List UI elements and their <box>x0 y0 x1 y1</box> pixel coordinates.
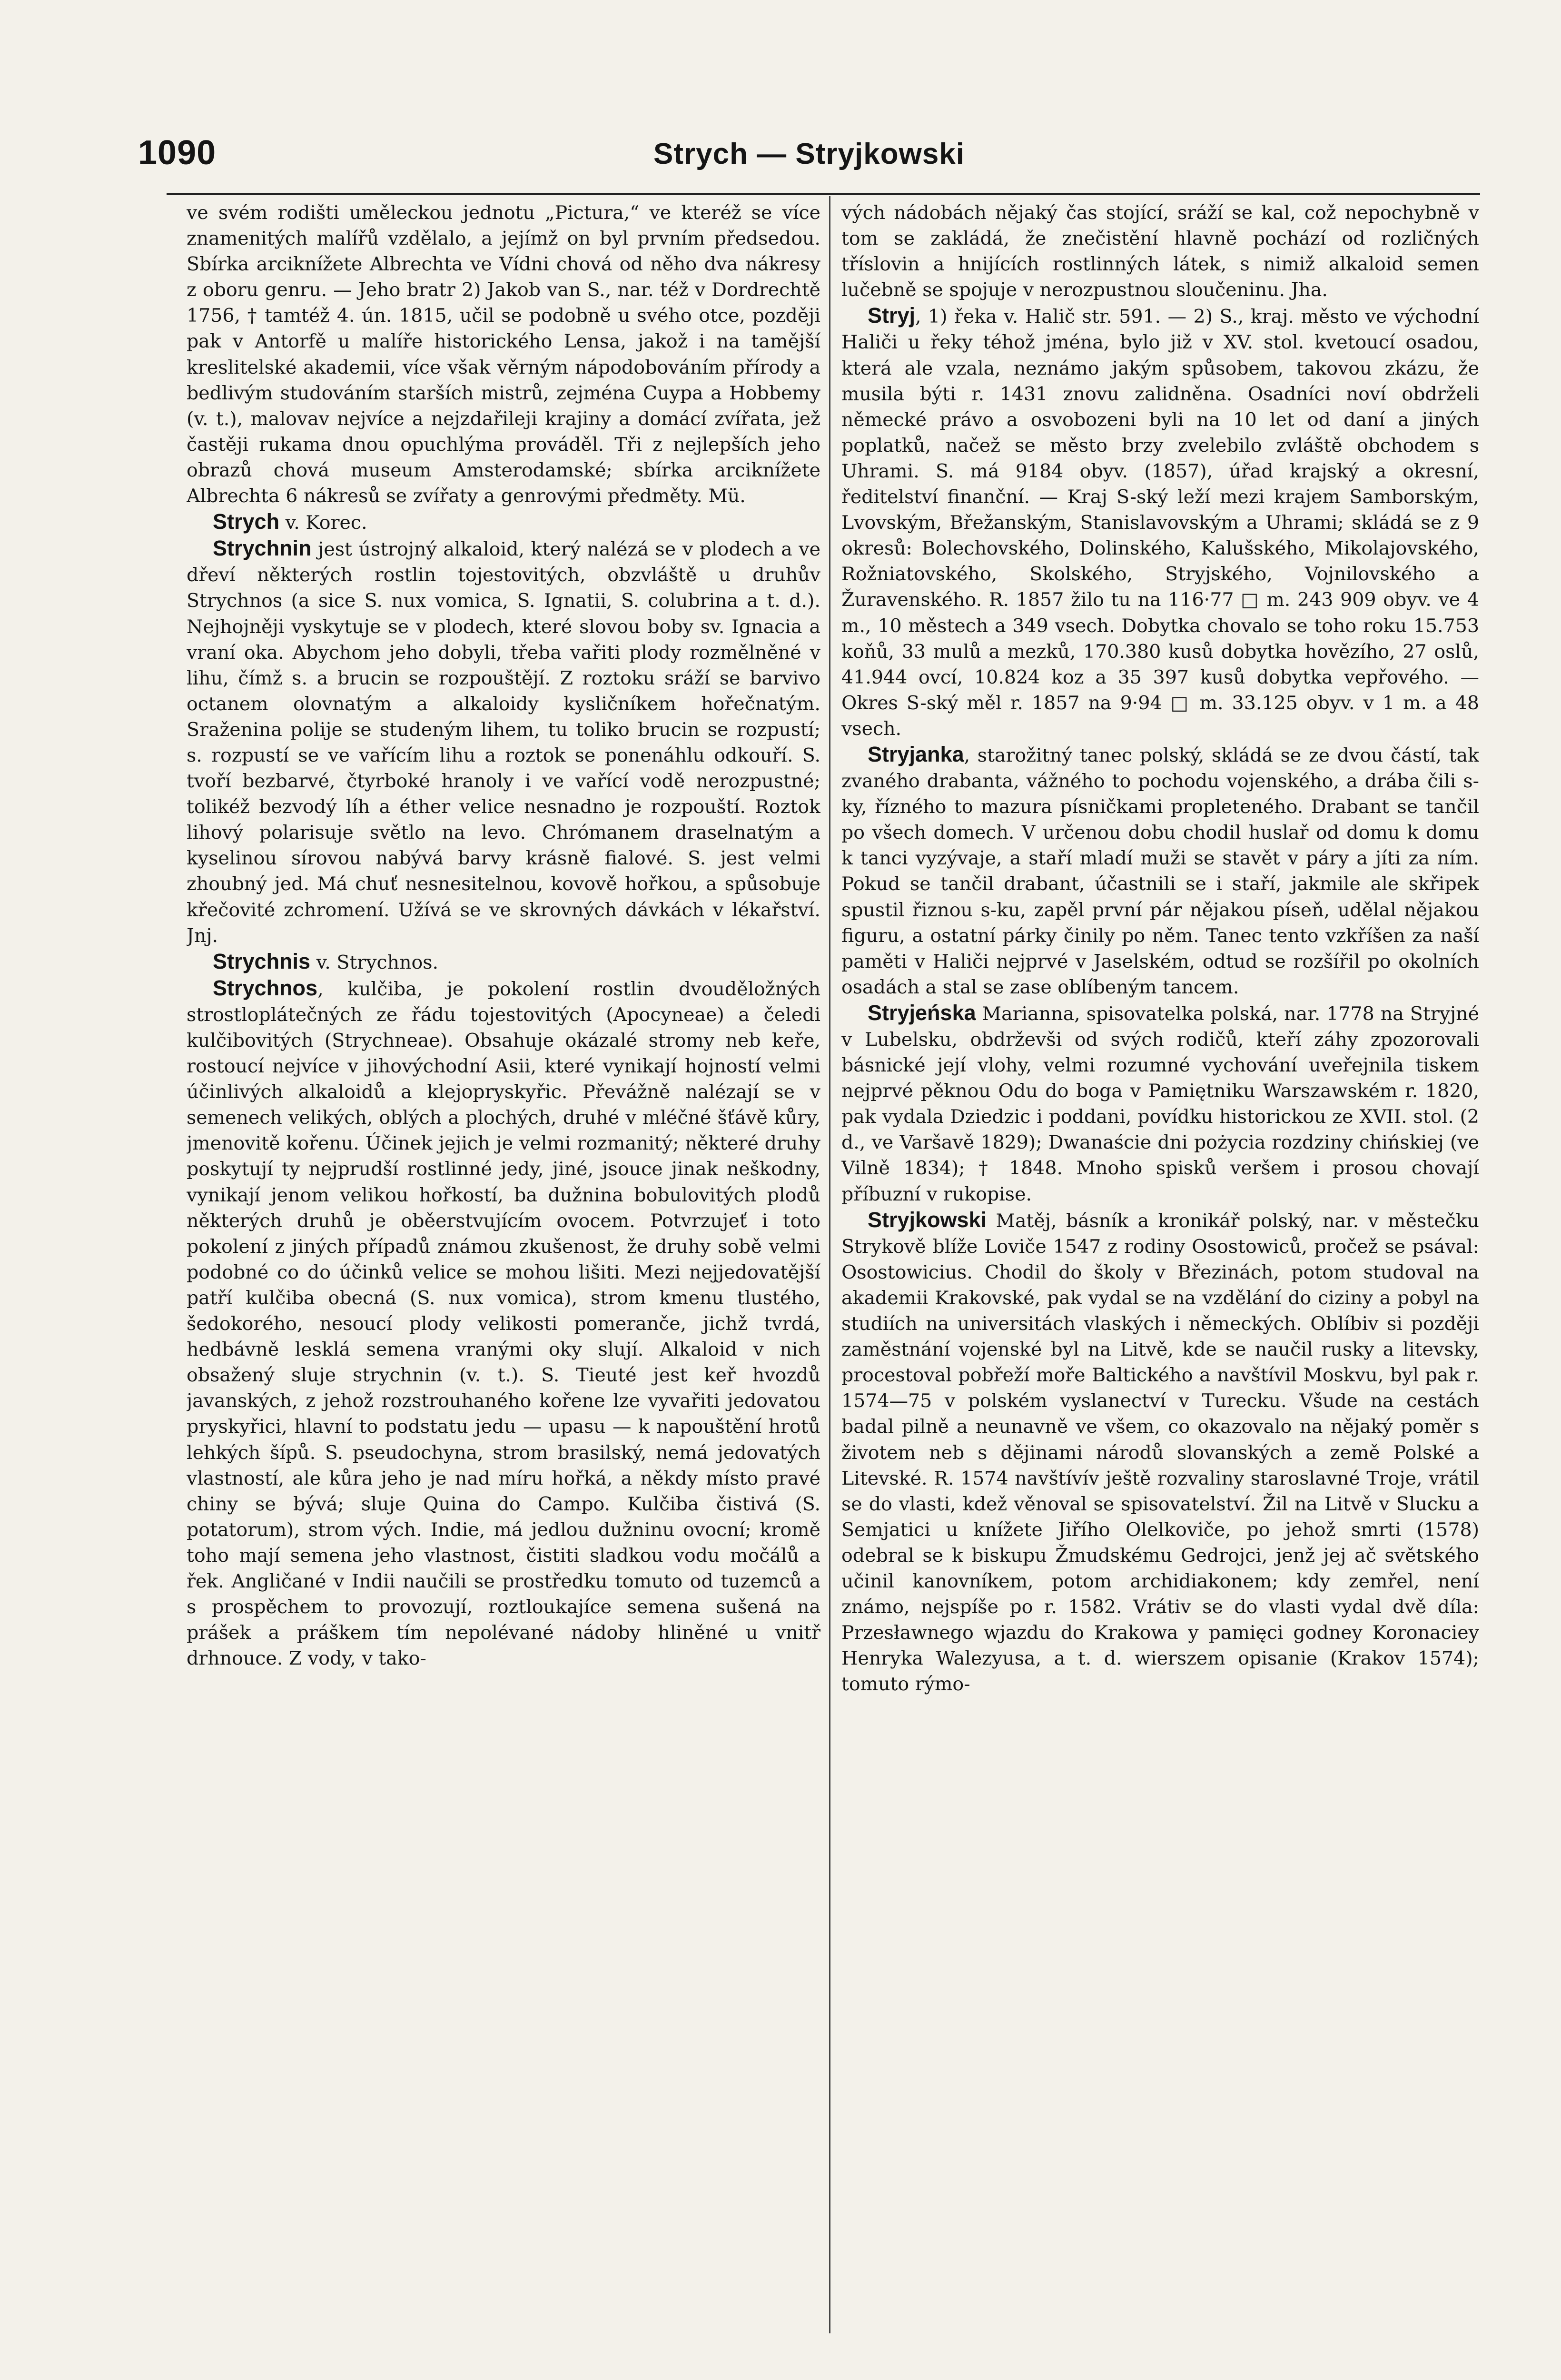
entry-strychnin <box>187 536 820 949</box>
entry-headword: Stryjeńska <box>868 1000 976 1025</box>
entry-stryj <box>841 303 1479 742</box>
entry-headword: Strychnos <box>213 975 318 1000</box>
entry-text: , starožitný tanec polský, skládá se ze dvou částí, tak zvaného drabanta, vážného to pochodu vojenského, a drába čili s-ky, řízného to mazura písničkami propleteného. Drabant se tančil po všech domech. V určenou dobu chodil huslař od domu k domu k tanci vyzývaje, a staří mladí muži se stavět v páry a jíti za ním. Pokud se tančil drabant, účastnili se i staří, jakmile ale skřipek spustil řiznou s-ku, zapěl první pár nějakou píseň, udělal nějakou figuru, a ostatní párky činily po něm. Tanec tento vzkříšen za naší paměti v Haliči nejprvé v Jaselském, odtud se rozšířil po okolních osadách a stal se zase oblíbeným tancem. <box>841 744 1479 998</box>
entry-strychnos <box>187 975 820 1672</box>
continued-entry-text: ve svém rodišti uměleckou jednotu „Pictura,“ ve kteréž se více znamenitých malířů vzdělalo, a jejímž on byl prvním předsedou. Sbírka arciknížete Albrechta ve Vídni chová od něho dva nákresy z oboru genru. — Jeho bratr 2) Jakob van S., nar. též v Dordrechtě 1756, † tamtéž 4. ún. 1815, učil se podobně u svého otce, později pak v Antorfě u malíře historického Lensa, jakož i na tamější kreslitelské akademii, více však věrným nápodobováním přírody a bedlivým studováním starších mistrů, zejména Cuypa a Hobbemy (v. t.), malovav nejvíce a nejzdařileji krajiny a domácí zvířata, jež častěji rukama dnou opuchlýma prováděl. Tři z nejlepších jeho obrazů chová museum Amsterodamské; sbírka arciknížete Albrechta 6 nákresů se zvířaty a genrovými předměty. Mü. <box>187 202 820 507</box>
entry-text: v. Korec. <box>279 512 367 534</box>
entry-strych <box>187 509 820 536</box>
column-rule <box>829 196 830 2333</box>
entry-stryjanka <box>841 742 1479 1000</box>
entry-strychnis <box>187 949 820 975</box>
entry-headword: Strychnin <box>213 536 312 561</box>
entry-text: , 1) řeka v. Halič str. 591. — 2) S., kraj. město ve východní Haliči u řeky téhož jména, bylo již v XV. stol. kvetoucí osadou, která ale vzala, neznámo jakým spůsobem, takovou zkázu, že musila býti r. 1431 znovu zalidněna. Osadníci noví obdrželi německé právo a osvobozeni byli na 10 let od daní a jiných poplatků, načež se město brzy zvelebilo zvláště obchodem s Uhrami. S. má 9184 obyv. (1857), úřad krajský a okresní, ředitelství finanční. — Kraj S-ský leží mezi krajem Samborským, Lvovským, Břežanským, Stanislavovským a Uhrami; skládá se z 9 okresů: Bolechovského, Dolinského, Kalušského, Mikolajovského, Rožniatovského, Skolského, Stryjského, Vojnilovského a Žuravenského. R. 1857 žilo tu na 116·77 □ m. 243 909 obyv. ve 4 m., 10 městech a 349 vsech. Dobytka chovalo se toho roku 15.753 koňů, 33 mulů a mezků, 170.380 kusů dobytka hovězího, 27 oslů, 41.944 ovcí, 10.824 koz a 35 397 kusů dobytka vepřového. — Okres S-ský měl r. 1857 na 9·94 □ m. 33.125 obyv. v 1 m. a 48 vsech. <box>841 306 1479 740</box>
header-rule <box>167 193 1480 195</box>
entry-text: jest ústrojný alkaloid, který nalézá se v plodech a ve dřeví některých rostlin tojestovitých, obzvláště u druhův Strychnos (a sice S. nux vomica, S. Ignatii, S. colubrina a t. d.). Nejhojněji vyskytuje se v plodech, které slovou boby sv. Ignacia a vraní oka. Abychom jeho dobyli, třeba vařiti plody rozmělněné v lihu, čímž s. a brucin se rozpouštějí. Z roztoku sráží se barvivo octanem olovnatým a alkaloidy kysličníkem hořečnatým. Sraženina polije se studeným lihem, tu toliko brucin se rozpustí; s. rozpustí se ve vařícím lihu a roztok se ponenáhlu odkouří. S. tvoří bezbarvé, čtyrboké hranoly i ve vařící vodě nerozpustné; tolikéž bezvodý líh a éther velice nesnadno je rozpouští. Roztok lihový polarisuje světlo na levo. Chrómanem draselnatým a kyselinou sírovou nabývá barvy krásně fialové. S. jest velmi zhoubný jed. Má chuť nesnesitelnou, kovově hořkou, a spůsobuje křečovité zchromení. Užívá se ve skrovných dávkách v lékařství. Jnj. <box>187 538 820 947</box>
running-head: Strych — Stryjkowski <box>653 138 965 170</box>
entry-text: , kulčiba, je pokolení rostlin dvouděložných strostloplátečných ze řádu tojestovitých (Apocyneae) a čeledi kulčibovitých (Strychneae). Obsahuje okázalé stromy neb keře, rostoucí nejvíce v jihovýchodní Asii, které vynikají hojností velmi účinlivých alkaloidů a klejopryskyřic. Převážně nalézají se v semenech velikých, oblých a plochých, druhé v mléčné šťávě kůry, jmenovitě kořenu. Účinek jejich je velmi rozmanitý; některé druhy poskytují ty nejprudší rostlinné jedy, jiné, jsouce jinak neškodny, vynikají jenom velikou hořkostí, ba dužnina bobulovitých plodů některých druhů je oběerstvujícím ovocem. Potvrzujeť i toto pokolení z jiných případů známou zkušenost, že druhy sobě velmi podobné co do účinků velice se mohou lišiti. Mezi nejjedovatější patří kulčiba obecná (S. nux vomica), strom kmenu tlustého, šedokorého, nesoucí plody velikosti pomeranče, jichž tvrdá, hedbávně lesklá semena vranými oky slují. Alkaloid v nich obsažený sluje strychnin (v. t.). S. Tieuté jest keř hvozdů javanských, z jehož rozstrouhaného kořene lze vyvařiti jedovatou pryskyřici, hlavní to podstatu jedu — upasu — k napouštění hrotů lehkých šípů. S. pseudochyna, strom brasilský, nemá jedovatých vlastností, ale kůra jeho je nad míru hořká, a někdy místo pravé chiny se bývá; sluje Quina do Campo. Kulčiba čistivá (S. potatorum), strom vých. Indie, má jedlou dužninu ovocní; kromě toho mají semena jeho vlastnost, čistiti sladkou vodu močálů a řek. Angličané v Indii naučili se prostředku tomuto od tuzemců a s prospěchem to provozují, roztloukajíce semena sušená na prášek a práškem tím nepolévané nádoby hliněné u vnitř drhnouce. Z vody, v tako- <box>187 978 820 1670</box>
entry-headword: Stryjanka <box>868 742 964 766</box>
entry-headword: Strych <box>213 509 280 534</box>
page-header <box>138 129 1480 186</box>
entry-text: Marianna, spisovatelka polská, nar. 1778 na Stryjné v Lubelsku, obdrževši od svých rodičů, kteří záhy zpozorovali básnické její vlohy, velmi rozumné vychování uveřejnila tiskem nejprvé pěknou Odu do boga v Pamiętniku Warszawském r. 1820, pak vydala Dziedzic i poddani, povídku historickou ze XVII. stol. (2 d., ve Varšavě 1829); Dwanaście dni pożycia rozdziny chińskiej (ve Vilně 1834); † 1848. Mnoho spisků veršem i prosou chovají příbuzní v rukopise. <box>841 1002 1479 1205</box>
entry-stryjenska <box>841 1000 1479 1207</box>
entry-stryjkowski <box>841 1207 1479 1697</box>
page-number: 1090 <box>138 134 217 172</box>
right-column <box>841 200 1479 2342</box>
continued-entry-text: vých nádobách nějaký čas stojící, sráží se kal, což nepochybně v tom se zakládá, že znečistění hlavně pochází od rozličných tříslovin a hnijících rostlinných látek, s nimiž alkaloid semen lučebně se spojuje v nerozpustnou sloučeninu. Jha. <box>841 202 1479 301</box>
left-column <box>187 200 820 2342</box>
entry-headword: Strychnis <box>213 949 311 973</box>
entry-text: Matěj, básník a kronikář polský, nar. v městečku Strykově blíže Loviče 1547 z rodiny Osostowiců, pročež se psával: Osostowicius. Chodil do školy v Březinách, potom studoval na akademii Krakovské, pak vydal se na vzdělání do ciziny a pobyl na studiích na universitách vlaských i německých. Oblíbiv si později zaměstnání vojenské byl na Litvě, kde se naučil rusky a litevsky, procestoval pobřeží moře Baltického a navštívil Moskvu, byl pak r. 1574—75 v polském vyslanectví v Turecku. Všude na cestách badal pilně a neunavně ve všem, co okazovalo na nějaký poměr s životem neb s dějinami národů slovanských a země Polské a Litevské. R. 1574 navštívív ještě rozvaliny staroslavné Troje, vrátil se do vlasti, kdež věnoval se spisovatelství. Žil na Litvě v Slucku a Semjatici u knížete Jiřího Olelkoviče, po jehož smrti (1578) odebral se k biskupu Žmudskému Gedrojci, jenž jej ač světského učinil kanovníkem, potom archidiakonem; kdy zemřel, není známo, nejspíše po r. 1582. Vrátiv se do vlasti vydal dvě díla: Przesławnego wjazdu do Krakowa y pamięci godney Koronaciey Henryka Walezyusa, a t. d. wierszem opisanie (Krakov 1574); tomuto rýmo- <box>841 1210 1479 1696</box>
entry-text: v. Strychnos. <box>310 951 439 973</box>
entry-headword: Stryj <box>868 303 916 328</box>
entry-headword: Stryjkowski <box>868 1207 987 1232</box>
